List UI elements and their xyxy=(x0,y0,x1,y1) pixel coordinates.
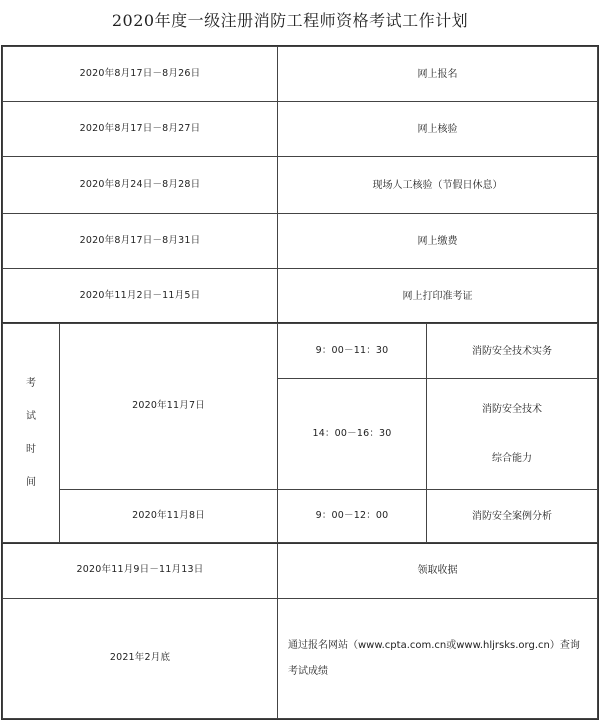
exam-label-char-1: 考 xyxy=(26,378,36,389)
row-1-task: 网上报名 xyxy=(277,46,598,102)
exam-day1-session2-time: 14：00－16：30 xyxy=(277,378,427,490)
row-4-date: 2020年8月17日－8月31日 xyxy=(2,213,278,269)
row-1-date: 2020年8月17日－8月26日 xyxy=(2,46,278,102)
receipt-date: 2020年11月9日－11月13日 xyxy=(2,542,278,599)
row-4-task: 网上缴费 xyxy=(277,213,598,269)
results-task: 通过报名网站（www.cpta.com.cn或www.hljrsks.org.cn）查询考试成绩 xyxy=(277,598,598,719)
page-title: 2020年度一级注册消防工程师资格考试工作计划 xyxy=(111,11,469,30)
results-date: 2021年2月底 xyxy=(2,598,278,719)
exam-day1-date: 2020年11月7日 xyxy=(59,323,278,490)
exam-day1-session2-subject xyxy=(426,378,598,490)
row-5-task: 网上打印准考证 xyxy=(277,268,598,324)
row-2-task: 网上核验 xyxy=(277,101,598,157)
exam-day1-session1-subject: 消防安全技术实务 xyxy=(426,323,598,379)
row-2-date: 2020年8月17日－8月27日 xyxy=(2,101,278,157)
exam-label-char-3: 时 xyxy=(26,444,36,455)
exam-day1-session2-subject-line1: 消防安全技术 xyxy=(482,404,542,415)
row-5-date: 2020年11月2日－11月5日 xyxy=(2,268,278,324)
row-3-task: 现场人工核验（节假日休息） xyxy=(277,156,598,214)
exam-day2-date: 2020年11月8日 xyxy=(59,489,278,543)
exam-label-char-4: 间 xyxy=(26,477,36,488)
exam-day1-session2-subject-line2: 综合能力 xyxy=(492,453,532,464)
exam-day1-session1-time: 9：00－11：30 xyxy=(277,323,427,379)
exam-day2-time: 9：00－12：00 xyxy=(277,489,427,543)
row-3-date: 2020年8月24日－8月28日 xyxy=(2,156,278,214)
receipt-task: 领取收据 xyxy=(277,542,598,599)
exam-day2-subject: 消防安全案例分析 xyxy=(426,489,598,543)
exam-label-char-2: 试 xyxy=(26,411,36,422)
exam-time-label xyxy=(2,323,60,543)
